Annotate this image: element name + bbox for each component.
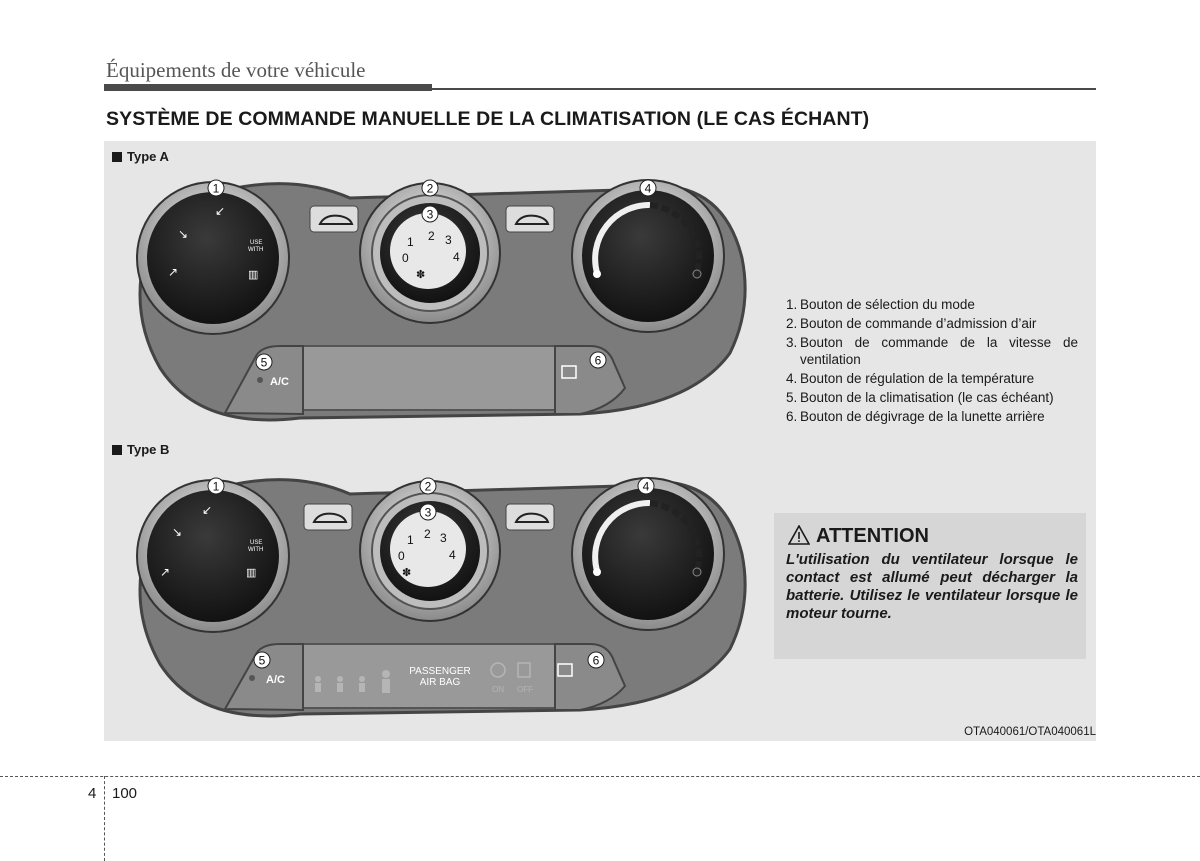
mode-with-text-b: WITH: [248, 547, 264, 553]
legend-item: 5. Bouton de la climatisation (le cas échéant): [786, 390, 1054, 405]
mode-use-text-b: USE: [250, 540, 263, 546]
callout-6-b: 6: [592, 653, 600, 668]
fan-speed-1: 1: [407, 235, 414, 249]
section-title: SYSTÈME DE COMMANDE MANUELLE DE LA CLIMATISATION (LE CAS ÉCHANT): [106, 108, 870, 130]
mode-floor-icon-b: ↗: [160, 565, 171, 579]
ac-button-label-b[interactable]: A/C: [266, 674, 285, 686]
passenger-airbag-line1: PASSENGER: [409, 666, 471, 677]
callout-4-b: 4: [642, 479, 650, 494]
chapter-number: 4: [88, 785, 97, 802]
warning-icon: [788, 525, 810, 545]
mode-floor-icon: ↗: [168, 265, 179, 279]
airbag-on-label: ON: [492, 685, 504, 694]
callout-4: 4: [644, 181, 652, 196]
callout-5: 5: [260, 355, 268, 370]
mode-bilevel-icon-b: ↘: [172, 525, 183, 539]
legend-item: 3. Bouton de commande de la vitesse de ventilation: [786, 335, 1078, 367]
callout-2-b: 2: [424, 479, 432, 494]
callout-3-b: 3: [424, 505, 432, 520]
legend-item: 1. Bouton de sélection du mode: [786, 297, 975, 312]
callout-6: 6: [594, 353, 602, 368]
fan-speed-4-b: 4: [449, 548, 456, 562]
footer-dashed-rule: [0, 776, 1200, 777]
square-bullet-icon: [112, 152, 122, 162]
page-number: 100: [112, 785, 138, 802]
square-bullet-icon: [112, 445, 122, 455]
footer-dashed-divider: [104, 776, 105, 861]
mode-face-icon: ↙: [215, 204, 226, 218]
running-header: Équipements de votre véhicule: [106, 58, 366, 82]
fan-speed-2: 2: [428, 229, 435, 243]
attention-title: ATTENTION: [816, 525, 929, 547]
legend-item: 6. Bouton de dégivrage de la lunette arrière: [786, 409, 1045, 424]
recirculation-button-b[interactable]: [304, 504, 352, 530]
type-a-label: Type A: [112, 149, 169, 164]
callout-3: 3: [426, 207, 434, 222]
fan-icon: ✽: [416, 269, 426, 281]
figure-code: OTA040061/OTA040061L: [964, 726, 1096, 738]
legend-item: 4. Bouton de régulation de la température: [786, 371, 1035, 386]
airbag-off-label: OFF: [517, 685, 533, 694]
header-rule-thick: [104, 84, 432, 91]
mode-use-text: USE: [250, 240, 263, 246]
callout-1: 1: [212, 181, 220, 196]
fan-speed-3: 3: [445, 233, 452, 247]
header-rule-thin: [432, 88, 1096, 90]
console-type-b: [120, 464, 750, 726]
ac-button-label[interactable]: A/C: [270, 376, 289, 388]
legend-list: [786, 296, 1078, 427]
mode-face-icon-b: ↙: [202, 503, 213, 517]
fan-speed-0-b: 0: [398, 549, 405, 563]
console-type-a: [120, 168, 750, 430]
mode-with-text: WITH: [248, 247, 264, 253]
fan-speed-4: 4: [453, 250, 460, 264]
passenger-airbag-line2: AIR BAG: [419, 677, 461, 688]
callout-1-b: 1: [212, 479, 220, 494]
fan-speed-2-b: 2: [424, 527, 431, 541]
fresh-air-button-b[interactable]: [506, 504, 554, 530]
attention-body: L'utilisation du ventilateur lorsque le contact est allumé peut décharger la batterie. Utilisez le ventilateur lorsque le moteur tourne.: [786, 551, 1078, 622]
mode-defrost-icon-b: ▥: [246, 567, 257, 579]
callout-5-b: 5: [258, 653, 266, 668]
recirculation-button[interactable]: [310, 206, 358, 232]
fan-speed-1-b: 1: [407, 533, 414, 547]
fan-icon-b: ✽: [402, 567, 412, 579]
mode-defrost-icon: ▥: [248, 269, 259, 281]
mode-bilevel-icon: ↘: [178, 227, 189, 241]
callout-2: 2: [426, 181, 434, 196]
fan-speed-0: 0: [402, 251, 409, 265]
fan-speed-3-b: 3: [440, 531, 447, 545]
legend-item: 2. Bouton de commande d’admission d’air: [786, 316, 1037, 331]
type-b-label: Type B: [112, 442, 169, 457]
attention-box: [774, 513, 1086, 659]
fresh-air-button[interactable]: [506, 206, 554, 232]
